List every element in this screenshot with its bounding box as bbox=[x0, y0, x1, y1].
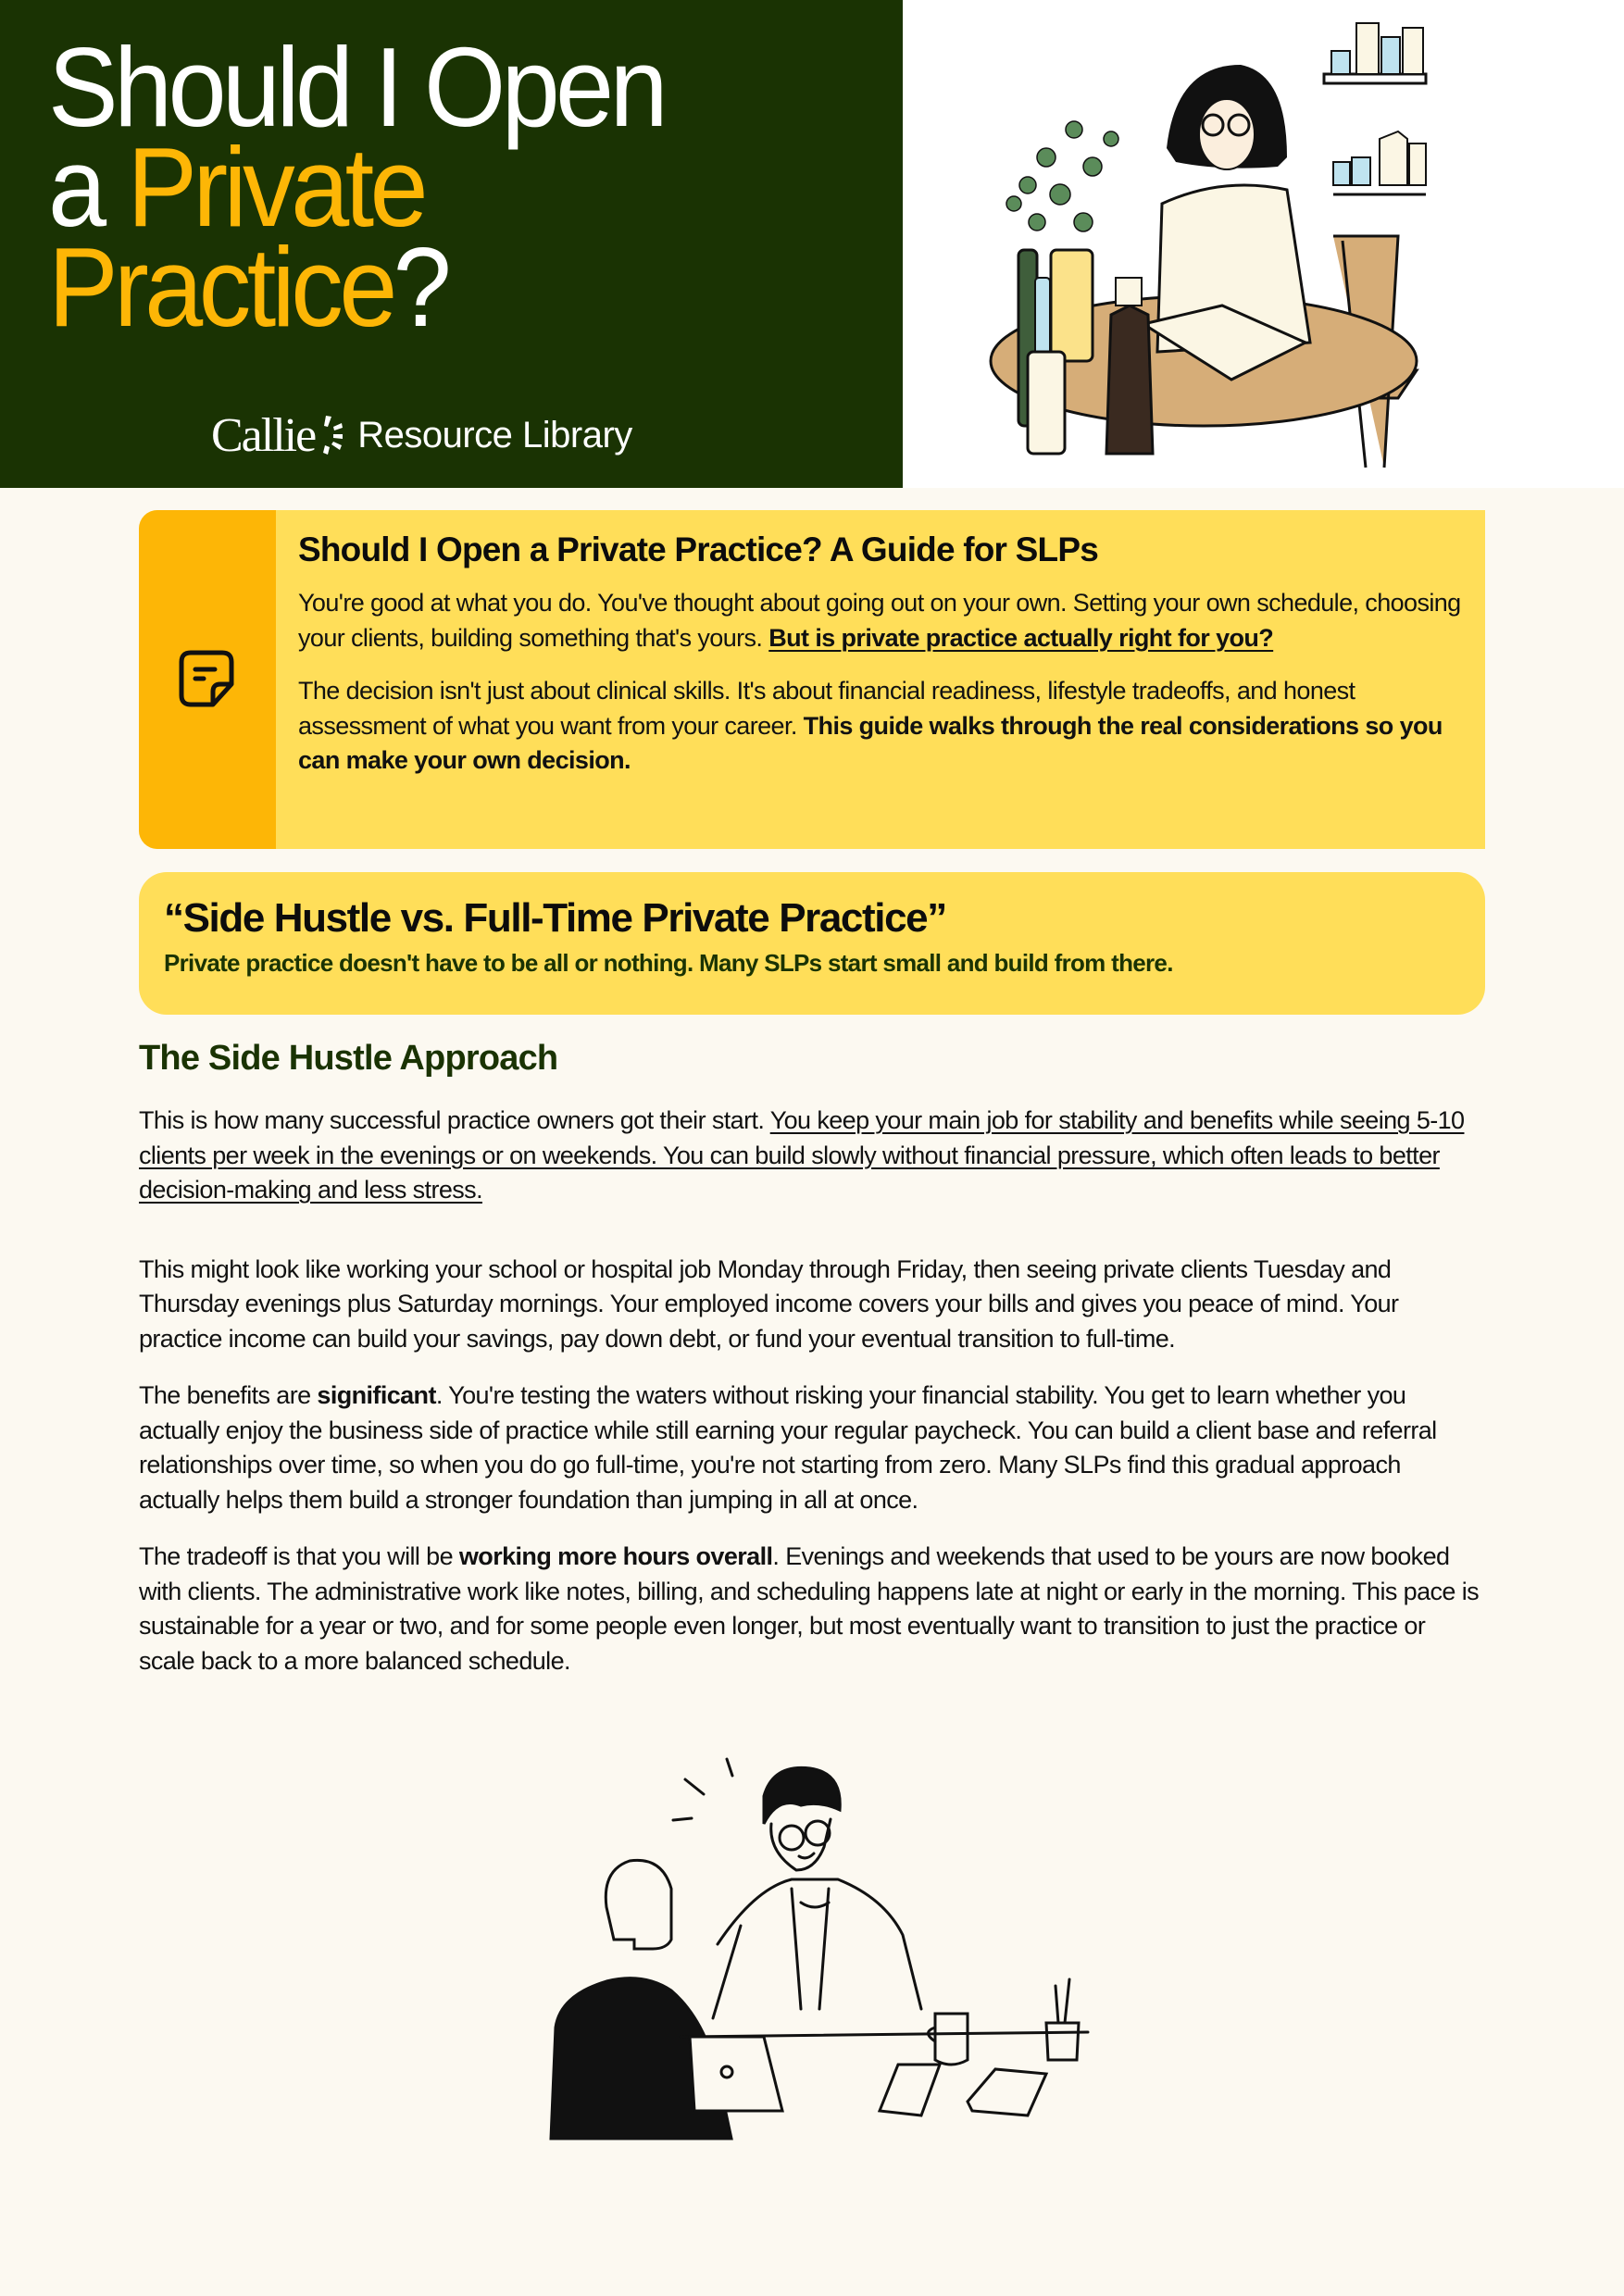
intro-body bbox=[276, 510, 1485, 849]
intro-title: Should I Open a Private Practice? A Guide for SLPs bbox=[298, 530, 1098, 568]
p3-text-after: . You're testing the waters without risking your financial stability. You get to learn whether you actually enjoy the business side of practice while still earning your regular paycheck. You can build a client base and referral relationships over time, so when you do go full-time, you're not starting from zero. Many SLPs find this gradual approach actually helps them build a stronger foundation than jumping in all at once. bbox=[139, 1381, 1437, 1514]
woman-writing-illustration bbox=[944, 9, 1555, 481]
section-title: The Side Hustle Approach bbox=[139, 1039, 558, 1078]
p4-text-before: The tradeoff is that you will be bbox=[139, 1542, 459, 1570]
callout-title: “Side Hustle vs. Full-Time Private Practice” bbox=[164, 895, 946, 941]
intro-paragraph-2 bbox=[298, 674, 1463, 779]
section-callout-card bbox=[139, 872, 1485, 1015]
title-accent-private: Private bbox=[127, 124, 424, 250]
title-line-1: Should I Open bbox=[48, 24, 664, 150]
side-hustle-section bbox=[139, 1035, 1485, 1701]
page-title bbox=[48, 24, 664, 350]
hero-title-panel bbox=[0, 0, 903, 488]
callie-logo bbox=[211, 408, 344, 463]
intro-p2-emphasis: This guide walks through the real considerations so you can make your own decision. bbox=[298, 711, 1443, 774]
sticky-note-icon bbox=[178, 649, 237, 710]
body-paragraph-2: This might look like working your school or hospital job Monday through Friday, then seeing private clients Tuesday and Thursday evenings plus Saturday mornings. Your employed income covers your bills and gives you peace of mind. Your practice income can build your savings, pay down debt, or fund your eventual transition to full-time. bbox=[139, 1254, 1399, 1353]
sparkle-mark-icon bbox=[317, 414, 344, 456]
title-question-mark: ? bbox=[393, 224, 448, 350]
intro-callout-card bbox=[139, 510, 1485, 849]
body-paragraph-4 bbox=[139, 1540, 1485, 1678]
intro-p1-text: You're good at what you do. You've thought about going out on your own. Setting your own schedule, choosing your clients, building something that's yours. bbox=[298, 589, 1461, 652]
title-line-2 bbox=[48, 124, 664, 250]
title-accent-practice: Practice bbox=[48, 224, 394, 350]
callout-subtitle: Private practice doesn't have to be all or nothing. Many SLPs start small and build from there. bbox=[164, 949, 1173, 977]
intro-paragraph-1 bbox=[298, 586, 1463, 655]
brand-name: Callie bbox=[211, 408, 316, 462]
title-prefix: a bbox=[48, 124, 128, 250]
p4-text-after: . Evenings and weekends that used to be yours are now booked with clients. The administrative work like notes, billing, and scheduling happens late at night or early in the morning. This pace is sustainable for a year or two, and for some people even longer, but most eventually want to transition to just the practice or scale back to a more balanced schedule. bbox=[139, 1542, 1480, 1675]
hero-header bbox=[0, 0, 1624, 488]
body-paragraph-1 bbox=[139, 1104, 1485, 1208]
brand-lockup bbox=[211, 407, 632, 463]
intro-icon-bar bbox=[139, 510, 276, 849]
body-paragraph-3 bbox=[139, 1379, 1485, 1517]
title-line-3 bbox=[48, 224, 664, 350]
intro-p2-text: The decision isn't just about clinical skills. It's about financial readiness, lifestyle tradeoffs, and honest assessment of what you want from your career. bbox=[298, 677, 1355, 740]
p1-underlined-text: You keep your main job for stability and benefits while seeing 5-10 clients per week in the evenings or on weekends. You can build slowly without financial pressure, which often leads to better decision-making and less stress. bbox=[139, 1106, 1465, 1204]
p3-text-before: The benefits are bbox=[139, 1381, 318, 1409]
intro-p1-emphasis: But is private practice actually right for you? bbox=[768, 623, 1274, 652]
brand-label: Resource Library bbox=[357, 414, 632, 455]
p1-text: This is how many successful practice owners got their start. bbox=[139, 1106, 770, 1134]
therapist-meeting-illustration bbox=[532, 1741, 1125, 2148]
p3-emphasis: significant bbox=[317, 1381, 436, 1409]
p4-emphasis: working more hours overall bbox=[458, 1542, 773, 1570]
